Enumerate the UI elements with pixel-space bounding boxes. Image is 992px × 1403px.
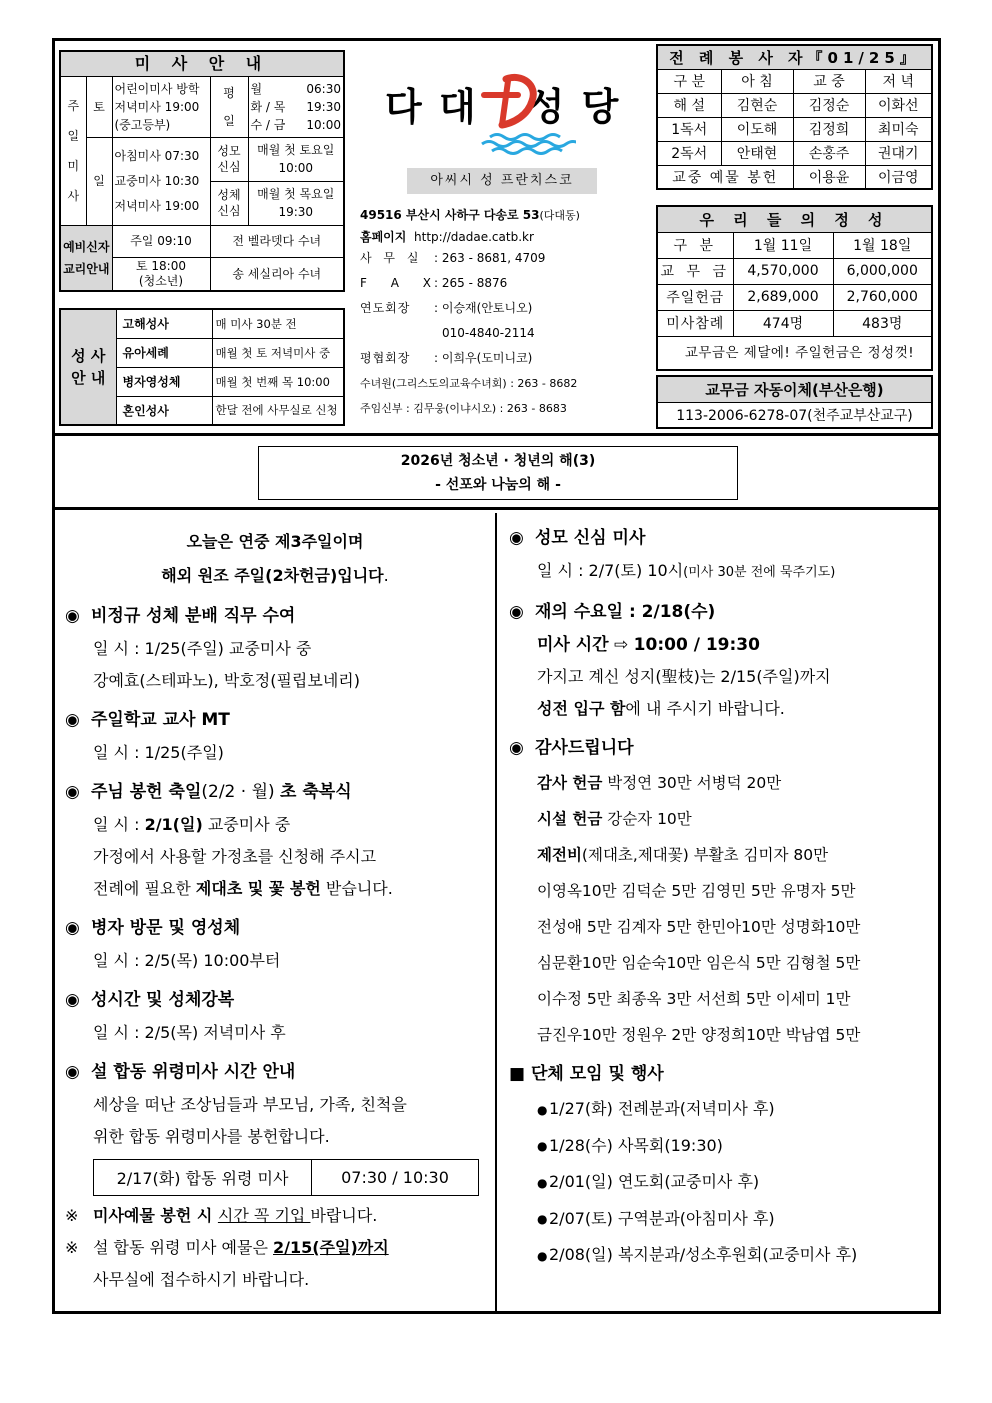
auto-transfer-table [656,375,933,429]
sacrament-name: 병자영성체 [116,367,212,396]
sacraments-label: 성 사 안 내 [60,309,116,425]
sacrament-info: 매월 첫 번째 목 10:00 [212,367,344,396]
section-memorial-mass: ◉ 설 합동 위령미사 시간 안내 세상을 떠난 조상님들과 부모님, 가족, 친척을 위한 합동 위령미사를 봉헌합니다. 2/17(화) 합동 위령 미사 07:30 / 10:30 [55,1055,495,1196]
catechumen-teacher-1: 전 벨라뎃다 수녀 [210,225,344,257]
sacraments-table [59,308,345,426]
banner-line-2: - 선포와 나눔의 해 - [435,477,561,493]
sunday-label: 일 [86,137,112,225]
thanks-row: 시설 헌금 강순자 10만 [537,810,692,828]
section-holy-hour: ◉ 성시간 및 성체강복 일 시 : 2/5(목) 저녁미사 후 [55,983,495,1049]
mass-info-table [59,50,345,292]
cross-d-logo-icon [480,71,540,131]
parish-name-left: 다 대 [385,85,478,129]
parish-name-right: 성 당 [527,85,621,129]
auto-transfer-title: 교무금 자동이체(부산은행) [657,376,932,402]
marian-devotion-label: 성모 신심 [210,137,248,181]
reference-mark-icon: ※ [65,1206,79,1225]
saturday-masses: 어린이미사 방학 저녁미사 19:00 (중고등부) [112,76,210,137]
sacrament-name: 유아세례 [116,338,212,367]
servers-row: 1독서 이도해 김정희 최미숙 [657,117,932,141]
youth-president: 연도회장 : 이승재(안토니오) [360,301,533,315]
offerings-note: 교무금은 제달에! 주일헌금은 정성껏! [657,336,932,370]
catechumen-label: 예비신자 교리안내 [60,225,112,291]
donor-line: 전성애 5만 김계자 5만 한민아10만 성명화10만 [537,918,861,936]
liturgy-servers-table: 전 례 봉 사 자『01/25』 구 분 아 침 교 중 저 녁 해 설 김현순 김정순 이화선 1독서 이도해 김정희 최미숙 2독서 안태현 손홍주 권대기 교중 예물 봉헌 이용윤 이금영 [656,44,933,190]
note-1: ※ 미사예물 봉헌 시 시간 꼭 기입 바랍니다. [55,1200,495,1232]
bulletin-page [52,38,941,1314]
marian-devotion-time: 매월 첫 토요일 10:00 [248,137,344,181]
radio-bullet-icon: ◉ [509,528,524,548]
sacrament-name: 혼인성사 [116,396,212,425]
event-item: ●2/08(일) 복지분과/성소후원회(교중미사 후) [499,1237,938,1274]
section-eucharist-ministers: ◉ 비정규 성체 분배 직무 수여 일 시 : 1/25(주일) 교중미사 중 강예효(스테파노), 박호정(필립보네리) [55,599,495,697]
donor-line: 금진우10만 정원우 2만 양정희10만 박남엽 5만 [537,1026,861,1044]
dot-bullet-icon: ● [537,1102,548,1117]
section-marian-mass: ◉ 성모 신심 미사 일 시 : 2/7(토) 10시(미사 30분 전에 묵주기도) [499,521,938,589]
offerings-title: 우 리 들 의 정 성 [657,206,932,232]
donor-line: 이수정 5만 최종옥 3만 서선희 5만 이세미 1만 [537,990,851,1008]
arrow-right-icon: ⇨ [614,635,629,655]
bank-account: 113-2006-6278-07(천주교부산교구) [657,402,932,428]
section-candlemas: ◉ 주님 봉헌 축일(2/2 · 월) 초 축복식 일 시 : 2/1(일) 교중미사 중 가정에서 사용할 가정초를 신청해 주시고 전례에 필요한 제대초 및 꽃 봉헌 받습니다. [55,775,495,905]
square-bullet-icon: ■ [509,1064,526,1084]
radio-bullet-icon: ◉ [509,738,524,758]
waves-icon [480,131,576,157]
theme-banner-zone [55,436,938,510]
saturday-label: 토 [86,76,112,137]
donor-line: 이영옥10만 김덕순 5만 김영민 5만 유명자 5만 [537,882,856,900]
note-2-cont: 사무실에 접수하시기 바랍니다. [93,1270,310,1289]
reference-mark-icon: ※ [65,1238,79,1257]
section-teacher-mt: ◉ 주일학교 교사 MT 일 시 : 1/25(주일) [55,703,495,769]
event-item: ●2/01(일) 연도회(교중미사 후) [499,1164,938,1201]
radio-bullet-icon: ◉ [65,990,80,1010]
servers-row: 해 설 김현순 김정순 이화선 [657,93,932,117]
event-item: ●1/28(수) 사목회(19:30) [499,1128,938,1165]
radio-bullet-icon: ◉ [65,710,80,730]
sacrament-name: 고해성사 [116,309,212,338]
section-thanks: ◉ 감사드립니다 감사 헌금 박정연 30만 서병덕 20만 시설 헌금 강순자 10만 제전비(제대초,제대꽃) 부활초 김미자 80만 이영옥10만 김덕순 5만 김영민 5만 유명자 5만 전성애 5만 김계자 5만 한민아10만 성명화10만 심문환10만 임순숙10만 임은식 5만 김형철 5만 이수정 5만 최종옥 3만 서선희 5만 이세미 1만 금진우10만 정원우 2만 양정희10만 박남엽 5만 [499,731,938,1053]
address: 49516 부산시 사하구 다송로 53(다대동) [360,208,580,222]
pastor: 주임신부 : 김무웅(이냐시오) : 263 - 8683 [360,402,567,415]
sacrament-info: 한달 전에 사무실로 신청 [212,396,344,425]
dot-bullet-icon: ● [537,1175,548,1190]
eucharist-devotion-time: 매월 첫 목요일 19:30 [248,181,344,225]
radio-bullet-icon: ◉ [65,1062,80,1082]
mass-info-title: 미 사 안 내 [60,51,344,76]
convent: 수녀원(그리스도의교육수녀회) : 263 - 8682 [360,377,578,390]
theme-banner [258,446,738,500]
servers-row: 교중 예물 봉헌 이용윤 이금영 [657,165,932,189]
radio-bullet-icon: ◉ [65,918,80,938]
fax: F A X: 265 - 8876 [360,276,508,290]
parish-logo [385,76,625,166]
dot-bullet-icon: ● [537,1248,548,1263]
office-phone: 사 무 실 : 263 - 8681, 4709 [360,251,546,265]
catechumen-time-2: 토 18:00 (청소년) [112,257,210,291]
dot-bullet-icon: ● [537,1139,548,1153]
offerings-table: 우 리 들 의 정 성 구 분 1월 11일 1월 18일 교 무 금 4,570,000 6,000,000 주일헌금 2,689,000 2,760,000 미사참례 474명 483명 교무금은 제달에! 주일헌금은 정성껏! [656,205,933,371]
banner-line-1: 2026년 청소년 · 청년의 해(3) [400,453,596,469]
bulletin-header [55,41,938,436]
sacrament-info: 매월 첫 토 저녁미사 중 [212,338,344,367]
servers-row: 2독서 안태현 손홍주 권대기 [657,141,932,165]
catechumen-teacher-2: 송 세실리아 수녀 [210,257,344,291]
offerings-row: 미사참례 474명 483명 [657,310,932,336]
sunday-masses: 아침미사 07:30 교중미사 10:30 저녁미사 19:00 [112,137,210,225]
parish-contact [360,203,660,421]
eucharist-devotion-label: 성체 신심 [210,181,248,225]
thanks-row: 감사 헌금 박정연 30만 서병덕 20만 [537,774,782,792]
patron-saint: 아씨시 성 프란치스코 [407,168,597,194]
radio-bullet-icon: ◉ [65,782,80,802]
section-sick-visit: ◉ 병자 방문 및 영성체 일 시 : 2/5(목) 10:00부터 [55,911,495,977]
sacrament-info: 매 미사 30분 전 [212,309,344,338]
memorial-mass-table: 2/17(화) 합동 위령 미사 07:30 / 10:30 [93,1159,479,1196]
radio-bullet-icon: ◉ [509,602,524,622]
announcements [55,513,938,1311]
event-item: ●1/27(화) 전례분과(저녁미사 후) [499,1091,938,1128]
left-column [55,513,497,1311]
weekday-label: 평 일 [210,76,248,137]
homepage-link[interactable]: http://dadae.catb.kr [414,230,534,244]
offerings-row: 주일헌금 2,689,000 2,760,000 [657,284,932,310]
servers-title: 전 례 봉 사 자『01/25』 [657,45,932,69]
sunday-mass-label: 주 일 미 사 [60,76,86,225]
section-ash-wednesday: ◉ 재의 수요일 : 2/18(수) 미사 시간 ⇨ 10:00 / 19:30 가지고 계신 성지(聖枝)는 2/15(주일)까지 성전 입구 함에 내 주시기 바랍니다. [499,595,938,725]
offerings-row: 교 무 금 4,570,000 6,000,000 [657,258,932,284]
catechumen-time-1: 주일 09:10 [112,225,210,257]
thanks-row: 제전비(제대초,제대꽃) 부활초 김미자 80만 [537,846,829,864]
dot-bullet-icon: ● [537,1212,548,1226]
youth-president-phone: 010-4840-2114 [442,326,535,340]
note-2: ※ 설 합동 위령 미사 예물은 2/15(주일)까지 [55,1232,495,1264]
homepage: 홈페이지 http://dadae.catb.kr [360,230,534,244]
event-item: ●2/07(토) 구역분과(아침미사 후) [499,1201,938,1238]
right-column [499,513,938,1311]
donor-line: 심문환10만 임순숙10만 임은식 5만 김형철 5만 [537,954,861,972]
radio-bullet-icon: ◉ [65,606,80,626]
weekday-masses: 월 06:30 화 / 목 19:30 수 / 금 10:00 [248,76,344,137]
section-events: ■ 단체 모임 및 행사 ●1/27(화) 전례분과(저녁미사 후) ●1/28(수) 사목회(19:30) ●2/01(일) 연도회(교중미사 후) ●2/07(토) 구역분과(아침미사 후) ●2/08(일) 복지분과/성소후원회(교중미사 후) [499,1057,938,1274]
council-president: 평협회장 : 이희우(도미니코) [360,351,533,365]
intro-text: 오늘은 연중 제3주일이며 해외 원조 주일(2차헌금)입니다. [161,532,389,585]
